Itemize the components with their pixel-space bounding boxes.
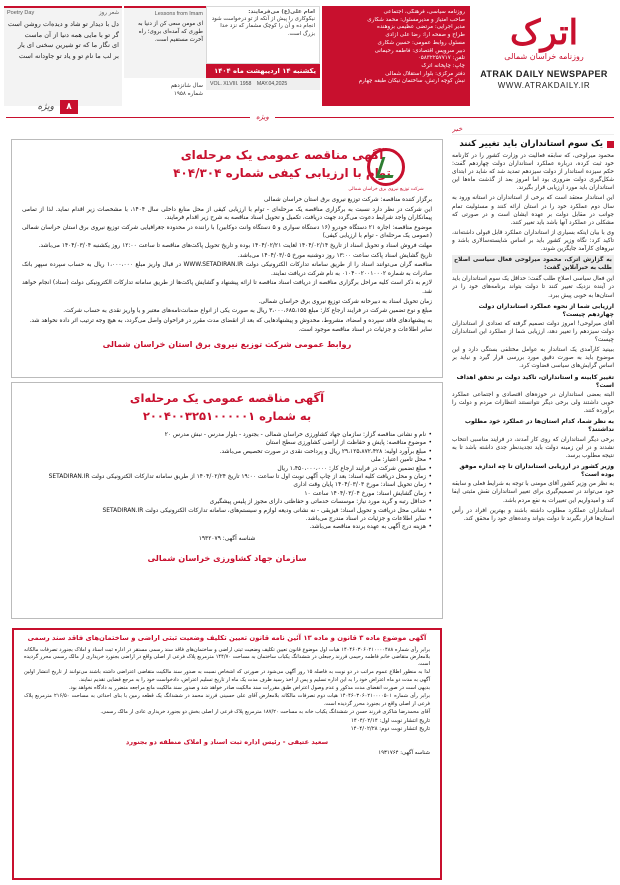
ad-bullet: • مبلغ برآورد اولیه: ۲۹،۱۲۵،۸۷۲،۴۲۸ ریال و پرداخت نقدی در صورت تخصیص می‌باشد. [22, 448, 432, 456]
issue-meta [124, 80, 206, 106]
news-subhead: وزیر کشور در ارزیابی استانداران تا چه اندازه موفق بوده است؟ [459, 462, 614, 479]
ad-title-line: توام با ارزیابی کیفی شماره ۴۰۴/۳۰۴ [173, 166, 391, 180]
ad-paragraph: سایر اطلاعات و جزئیات در اسناد مناقصه موجود است. [298, 327, 432, 334]
credit-line: چاپ: چاپخانه اترک [421, 62, 465, 69]
ad-paragraph: مهلت فروش اسناد و تحویل اسناد از تاریخ ۱۴۰۴/۰۲/۱۴ لغایت ۱۴۰۴/۰۲/۲۱ بوده و تاریخ تحویل پاکت‌های مناقصه تا ساعت ۱۲:۰۰ روز یکشنبه ۱۴۰۴/۰۳/۰۴ می‌باشد. [38, 242, 432, 249]
news-paragraph: این فعال سیاسی اصلاح طلب گفت: حداقل یک سوم استانداران باید در آینده نزدیک تغییر کنند تا دولت بتواند برنامه‌های خود را در استان‌ها به خوبی پیش ببرد. [452, 276, 614, 299]
notice-paragraph: بدیهی است در صورت انقضای مدت مذکور و عدم وصول اعتراض طبق مقررات سند مالکیت صادر خواهد شد و صدور سند مالکیت مانع مراجعه متضرر به دادگاه نخواهد بود. [68, 685, 430, 692]
logo-caption: شرکت توزیع نیروی برق خراسان شمالی [348, 187, 424, 192]
news-subhead: تغییر کابینه و استانداران، تاکید دولت بر تحقق اهداف است؟ [456, 373, 614, 389]
english-date [206, 78, 320, 90]
ad-bullet: • زمان تحویل اسناد: مورخ ۱۴۰۴/۰۳/۰۳ پایان وقت اداری [22, 481, 432, 489]
notice-signature: سعید عتیقی - رئیس اداره ثبت اسناد و املاک منطقه دو بجنورد [125, 738, 329, 747]
ad-bullet: • موضوع مناقصه: پایش و حفاظت از اراضی کشاورزی سطح استان [22, 439, 432, 447]
credit-line: صاحب امتیاز و مدیرمسئول: محمد شکاری [367, 16, 465, 23]
ad-paragraph: لازم به ذکر است کلیه مراحل برگزاری مناقصه از دریافت اسناد مناقصه تا ارائه پیشنهاد و گشایش پاکت‌ها از طریق سامانه تدارکات الکترونیکی دولت (ستاد) انجام خواهد شد. [22, 280, 432, 295]
ad-title-line: آگهی مناقصه عمومی یک مرحله‌ای [180, 148, 384, 162]
logo-wordmark: اترک [509, 13, 579, 53]
page-section-label: ویژه [37, 102, 54, 112]
ad-title-line: به شماره ۲۰۰۴۰۰۳۲۵۱۰۰۰۰۰۱ [142, 409, 312, 423]
poetry-label-fa: شعر روز [98, 10, 119, 16]
notice-paragraph: برابر رأی شماره ۱۴۰۴۶۰۳۰۶۰۲۱۰۰۰۰۴۸۸ هیات اول موضوع قانون تعیین تکلیف وضعیت ثبتی اراضی و ساختمان‌های فاقد سند رسمی مستقر در اداره ثبت اسناد و املاک بجنورد تصرفات مالکانه بلامعارض متقاضی خانم فاطمه رحیمی فرزند رجبعلی در ششدانگ یکباب ساختمان به مساحت ۱۴۴/۷۰ مترمربع پلاک فرعی از اصلی واقع در اراضی بجنورد خریداری از مالک رسمی محرز گردیده است. [24, 646, 430, 668]
credit-line: دبیر سرویس اقتصادی: فاطمه رحیمانی [374, 47, 465, 54]
ad-bullet: • حداقل رتبه و گرید مورد نیاز: موسسات خدماتی و حفاظتی دارای مجوز از پلیس پیشگیری [22, 498, 432, 506]
ad-bullet: • هزینه درج آگهی به عهده برنده مناقصه می‌باشد. [22, 523, 432, 531]
credit-line: روزنامه سیاسی، فرهنگی، اجتماعی [383, 9, 465, 15]
date-strip [206, 6, 320, 106]
ad-paragraph: مناقصه گران می‌توانند اسناد را از طریق سامانه تدارکات الکترونیکی دولت WWW.SETADIRAN.IR در قبال واریز مبلغ ۱،۰۰۰،۰۰۰ ریال به حساب سپرده سپهر بانک صادرات به شماره ۰۱۰۴۰۰۲۰۰۱۰۰۰۲ به نام شرکت دریافت نمایند. [22, 262, 433, 277]
first-publication-date: تاریخ انتشار نوبت اول: ۱۴۰۴/۰۲/۱۴ [351, 718, 430, 725]
tender-ad-agriculture [12, 383, 442, 618]
page-number-badge [8, 100, 78, 114]
credit-line: نبش کوچه ارتش، ساختمان نیکان طبقه چهارم [358, 78, 465, 85]
masthead-divider [6, 117, 614, 118]
poem-line: دل با دیدار تو شاد و دیده‌ات روشن است [8, 20, 119, 28]
issue-year: سال شانزدهم [170, 83, 203, 89]
masthead [0, 0, 620, 116]
lessons-label: Lessons from Imam [154, 11, 203, 17]
ad-paragraph: تاریخ گشایش اسناد پاکت ساعت ۱۳:۰۰ روز دوشنبه مورخ ۱۴۰۴/۰۳/۰۵ می‌باشد. [237, 252, 432, 259]
credit-line: مدیر اجرایی: مرتضی عظیمی بزوهنده [377, 24, 465, 31]
power-logo-icon [367, 148, 405, 186]
notice-paragraph: لذا به منظور اطلاع عموم مراتب در دو نوبت به فاصله ۱۵ روز آگهی می‌شود در صورتی که اشخاص نسبت به صدور سند مالکیت متقاضی اعتراضی داشته باشند می‌توانند از تاریخ انتشار اولین آگهی به مدت دو ماه اعتراض خود را به این اداره تسلیم و پس از اخذ رسید ظرف مدت یک ماه از تاریخ تسلیم اعتراض، دادخواست خود را به مرجع قضایی تقدیم نمایند. [24, 669, 430, 683]
ad-bullet: • زمان گشایش اسناد: مورخ ۱۴۰۴/۰۳/۰۴ ساعت ۱۰ [22, 490, 432, 498]
lessons-text: ای مومن سعی کن از دنیا به طوری که آمده‌ای بروی؛ راه آخرت مستقیم است. [138, 21, 203, 43]
page-number: ۸ [60, 100, 78, 114]
hadith-box [206, 6, 320, 64]
news-paragraph: محمود میرلوحی، که سابقه فعالیت در وزارت کشور را در کارنامه خود ثبت کرده، درباره عملکرد استانداران دولت چهاردهم گفت: حکم سیزده استاندار از دولت سیزدهم تمدید شد که شاید در ابتدای شکل‌گیری دولت ضروری بود اما امروز بعد از گذشت ماه‌ها این استانداران باید مورد ارزیابی قرار بگیرند. [452, 153, 614, 192]
poem-line: گر تو با مایی همه دنیا از آن ماست [24, 30, 119, 39]
electricity-company-logo [334, 148, 438, 198]
ad-signature: روابط عمومی شرکت توزیع نیروی برق استان خراسان شمالی [102, 338, 352, 349]
ad-title-line: آگهی مناقصه عمومی یک مرحله‌ای [129, 391, 325, 405]
news-column [452, 124, 614, 876]
credit-line: دفتر مرکزی: بلوار استقلال شمالی [385, 70, 465, 77]
credit-line: تلفن: ۰۵۸۳۲۲۵۷۷۱۷ [417, 55, 465, 62]
logo-subtitle: روزنامه خراسان شمالی [504, 52, 584, 61]
news-headline-text: یک سوم استانداران باید تغییر کنند [459, 139, 603, 149]
ad-id: شناسه آگهی: ۱۹۳۲۰۷۹ [198, 535, 256, 542]
news-subhead: به نظر شما، کدام استان‌ها در عملکرد خود مطلوب نداشتند؟ [464, 418, 614, 434]
news-headline[interactable] [452, 139, 614, 149]
notice-title: آگهی موضوع ماده ۳ قانون و ماده ۱۳ آئین نامه قانون تعیین تکلیف وضعیت ثبتی اراضی و ساختمان‌های فاقد سند رسمی [27, 634, 427, 642]
hadith-text: نیکوکاری را پیش از آنکه از تو درخواست شود انجام ده و آن را کوچک مشمار که نزد خدا بزرگ است. [211, 16, 315, 37]
persian-date: یکشنبه ۱۴ اردیبهشت ماه ۱۴۰۴ [206, 64, 320, 78]
ad-paragraph: به پیشنهادهای فاقد سپرده و امضاء، مشروط، مخدوش و پیشنهادهایی که بعد از انقضای مدت مقرر در فراخوان واصل می‌گردد، به هیچ وجه ترتیب اثر داده نخواهد شد. [29, 317, 432, 324]
ad-signature: سازمان جهاد کشاورزی خراسان شمالی [147, 553, 307, 564]
credit-line: مسئول روابط عمومی: حسین شکاری [377, 39, 465, 46]
news-paragraph: برخی دیگر استانداران که روی کار آمدند، در فرایند مناسبی انتخاب نشدند و در این زمینه دولت باید تجدیدنظر جدی داشته باشد تا به نتیجه مطلوب برسد. [452, 436, 614, 459]
ad-bullet: • زمان و محل دریافت کلیه اسناد: بعد از چاپ آگهی نوبت اول تا ساعت ۱۹:۰۰ تاریخ ۱۴۰۴/۰۲/۲۴ از طریق سامانه تدارکات الکترونیکی دولت SETADIRAN.IR [22, 473, 432, 481]
newspaper-logo[interactable] [474, 4, 614, 112]
notice-id: شناسه آگهی: ۱۹۳۱۷۶۴ [378, 750, 430, 757]
ad-paragraph: زمان تحویل اسناد به دبیرخانه شرکت توزیع نیروی برق خراسان شمالی. [258, 298, 432, 305]
news-paragraph: استانداران عملکرد مطلوب داشته باشند و بهترین افراد در رأس استان‌ها قرار بگیرند تا دولت بتواند وعده‌های خود را محقق کند. [452, 507, 614, 522]
notice-paragraph: برابر رأی شماره ۱۴۰۴۶۰۳۰۶۰۲۱۰۰۰۰۵۰۱ هیات دوم تصرفات مالکانه بلامعارض آقای علی حسینی فرزند محمد در ششدانگ یک قطعه زمین با بنای احداثی به مساحت ۲۱۶/۵۰ مترمربع پلاک فرعی از اصلی واقع در بجنورد محرز گردیده است. [24, 693, 430, 707]
ad-bullet: • نام و نشانی مناقصه گزار: سازمان جهاد کشاورزی خراسان شمالی - بجنورد - بلوار مدرس - نبش مدرس ۲۰ [22, 431, 432, 439]
issue-number: شماره ۱۹۵۸ [173, 91, 203, 97]
ad-bullet: • مبلغ تضمین شرکت در فرایند ارجاع کار: ۱،۴۵۰،۰۰۰،۰۰۰ ریال [22, 465, 432, 473]
news-highlight: به گزارش اترک، محمود میرلوحی فعال سیاسی اصلاح طلب به خبرآنلاین گفت: [452, 255, 614, 273]
notice-paragraph: آقای محمدرضا شاکری فرزند حسن در ششدانگ یکباب خانه به مساحت ۱۸۷/۲۰ مترمربع پلاک فرعی از اصلی بخش دو بجنورد خریداری عادی از مالک رسمی. [100, 708, 430, 715]
land-registry-notice [12, 628, 442, 880]
ad-bullet: • سایر اطلاعات و جزئیات در اسناد مندرج می‌باشد. [22, 515, 432, 523]
poem-line: بر لب ما نام تو و یاد تو جاودانه است [19, 51, 119, 60]
credit-line: طراح و صفحه آرا: رضا علی آزادی [385, 32, 465, 39]
poetry-label-en: Poetry Day [7, 10, 35, 16]
ad-paragraph: مبلغ و نوع تضمین شرکت در فرایند ارجاع کار: مبلغ ۳،۰۰۰،۶۸۵،۱۵۵ ریال به صورت یکی از انواع ضمانت‌نامه‌های معتبر و یا واریز نقدی به حساب شرکت. [63, 308, 432, 315]
news-section-label: خبر [452, 124, 614, 135]
tender-ad-electricity [12, 140, 442, 377]
gregorian-date: MAY.04,2025 [256, 81, 288, 87]
lessons-from-imam-box [124, 6, 206, 78]
news-paragraph: آقای میرلوحی! امروز دولت تصمیم گرفته که تعدادی از استانداران دولت سیزدهم را تغییر دهد، ارزیابی شما از عملکرد این استانداران چیست؟ [452, 321, 614, 344]
staff-credits-box [322, 6, 470, 106]
hadith-header: امام علی(ع) می‌فرمایند: [248, 9, 315, 15]
news-subhead: ارزیابی شما از نحوه عملکرد استانداران دولت چهاردهم چیست؟ [478, 302, 614, 318]
ad-bullet: • محل تامین اعتبار: ملی [22, 456, 432, 464]
news-paragraph: وی با بیان اینکه بسیاری از استانداران عملکرد قابل قبولی داشته‌اند، تاکید کرد: نگاه وزیر کشور باید بر اساس شایسته‌سالاری باشد و نیروهای کارآمد جایگزین شوند. [452, 229, 614, 253]
volume-number: VOL. XLVIII. 1958 [210, 81, 252, 87]
news-paragraph: ببینید کارآمدی یک استاندار به عوامل مختلفی بستگی دارد و این موضوع باید به صورت دقیق مورد بررسی قرار گیرد و نباید بر اساس گرایش‌های سیاسی قضاوت کرد. [452, 347, 614, 370]
news-paragraph: به نظر من وزیر کشور آقای مومنی با توجه به شرایط فعلی و سابقه خود می‌تواند در تصمیم‌گیری برای تغییر استانداران نقش مثبتی ایفا کند و امیدواریم این تغییرات به نفع مردم باشد. [452, 481, 614, 504]
website-url[interactable]: WWW.ATRAKDAILY.IR [497, 81, 591, 90]
logo-english-name: ATRAK DAILY NEWSPAPER [480, 69, 608, 79]
poem-line: ای نگار ما که تو شیرین سخنی ای یار [17, 41, 119, 49]
square-bullet-icon [607, 141, 614, 148]
ad-paragraph: برگزار کننده مناقصه: شرکت توزیع نیروی برق استان خراسان شمالی [263, 197, 432, 203]
second-publication-date: تاریخ انتشار نوبت دوم: ۱۴۰۴/۰۲/۲۸ [350, 726, 430, 733]
ad-bullet: • نشانی محل دریافت و تحویل اسناد: قیزیقی - نه نشانی ودیعه لوازم و سیستم‌های، سامانه تدارکات الکترونیکی دولت SETADIRAN.IR [22, 507, 432, 515]
ad-paragraph: موضوع مناقصه: اجاره ۲۱ دستگاه خودرو (۱۶ دستگاه سواری و ۵ دستگاه وانت دوکابین) با راننده در محدوده جغرافیایی شرکت توزیع نیروی برق استان خراسان شمالی (عمومی یک مرحله‌ای - توام با ارزیابی کیفی) [22, 224, 432, 240]
poetry-day-box [4, 6, 122, 106]
ad-paragraph: این شرکت در نظر دارد نسبت به برگزاری مناقصه یک مرحله‌ای - توام با ارزیابی کیفی از محل منابع داخلی سال ۱۴۰۴، با مشخصات زیر اقدام نماید. لذا از تمامی پیمانکاران واجد شرایط دعوت می‌گردد جهت دریافت، تکمیل و تحویل اسناد مناقصه به شرح زیر اقدام فرمایند. [22, 206, 432, 222]
news-paragraph: این استاندار معتقد است که برخی از استانداران در استانه ورود به سال دوم عملکرد خود را در استان ارائه کنند و مسئولیت تمام جوانب در مقابل دولت بر عهده ایشان است و در صورتی که مشکلی در عملکرد آنها باشد باید تغییر کنند. [452, 195, 614, 226]
news-paragraph: البته بعضی استانداران در حوزه‌های اقتصادی و اجتماعی عملکرد خوبی داشتند ولی برخی دیگر نتوانستند انتظارات مردم و دولت را برآورده کنند. [452, 391, 614, 415]
section-tag: ویژه [250, 113, 275, 121]
